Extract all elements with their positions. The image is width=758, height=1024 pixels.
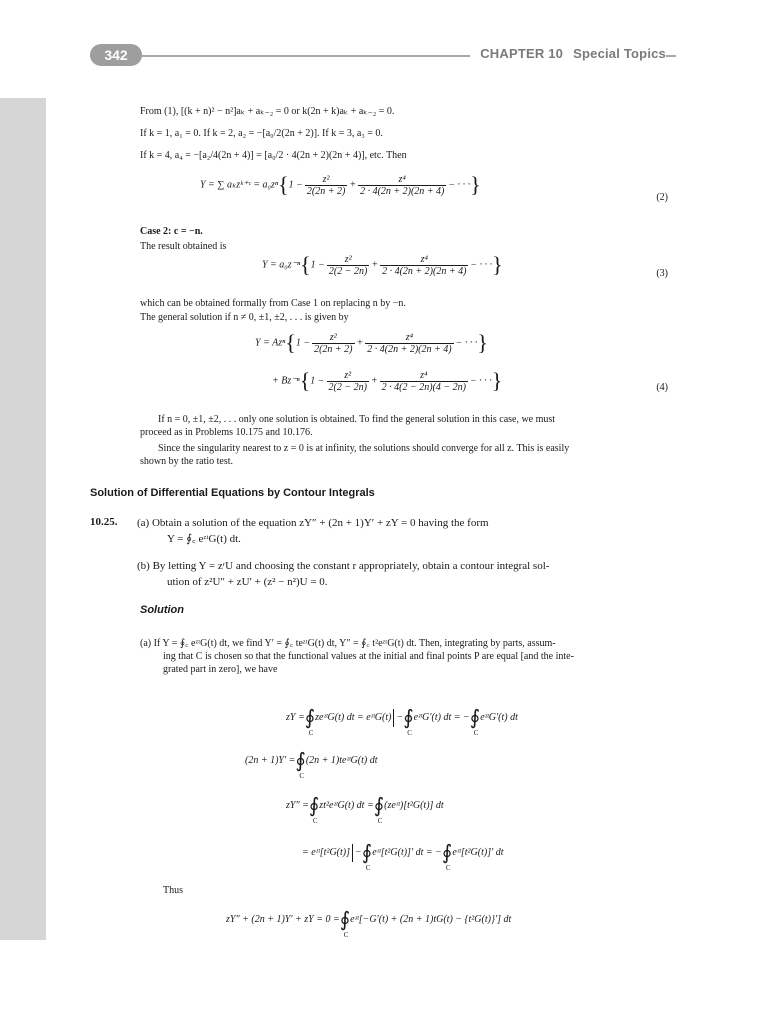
integral-limit: C [377, 817, 383, 825]
eq-lhs: = eᶻᵗ[t²G(t)] [302, 846, 351, 858]
eq-term: 1 − [310, 259, 325, 271]
running-head [470, 46, 666, 61]
eq-term: − [355, 846, 362, 858]
text-line: which can be obtained formally from Case 1 on replacing n by −n. [140, 298, 406, 309]
integral-limit: C [299, 772, 305, 780]
eq-term: + [371, 259, 379, 271]
text-line: If n = 0, ±1, ±2, . . . only one solution is obtained. To find the general solution in this case, we must [158, 414, 556, 425]
frac-den: 2 · 4(2n + 2)(2n + 4) [360, 185, 445, 197]
chapter-label: CHAPTER 10 [480, 46, 564, 61]
brace-close: } [470, 172, 481, 197]
text-line: Since the singularity nearest to z = 0 is at infinity, the solutions should converge for all z. This is easily [158, 443, 570, 454]
frac-den: 2 · 4(2 − 2n)(4 − 2n) [381, 381, 466, 393]
problem-part-b-cont: ution of z²U″ + zU′ + (z² − n²)U = 0. [167, 576, 328, 588]
eq-lhs: Y = a₀z⁻ⁿ [262, 259, 301, 271]
brace-close: } [477, 330, 488, 355]
text-line: If k = 1, a₁ = 0. If k = 2, a₂ = −[a₀/2(2n + 2)]. If k = 3, a₃ = 0. [140, 128, 383, 139]
problem-part-a-cont: Y = ∮꜀ eᶻᵗG(t) dt. [167, 533, 241, 545]
section-title: Solution of Differential Equations by Contour Integrals [90, 487, 375, 499]
frac-den: 2(2n + 2) [306, 185, 346, 197]
contour-integral-sign: ∮ C [295, 750, 306, 780]
frac-num: z² [344, 369, 352, 381]
equation-tag: (2) [656, 192, 668, 203]
eq-lhs: zY = [286, 711, 305, 723]
eq-term: zeᶻᵗG(t) dt = eᶻᵗG(t) [315, 711, 392, 723]
text-line: ing that C is chosen so that the functional values at the initial and final points P are equal [and the inte- [163, 651, 574, 662]
page-number: 342 [90, 44, 142, 66]
brace-close: } [492, 252, 503, 277]
text-line: shown by the ratio test. [140, 456, 234, 467]
eq-term: − [396, 711, 404, 723]
evaluation-bar [393, 709, 394, 727]
integral-limit: C [407, 729, 412, 737]
text-line: grated part in zero], we have [163, 664, 278, 675]
frac-num: z⁴ [398, 173, 406, 185]
frac-den: 2(2 − 2n) [328, 381, 367, 393]
integral-limit: C [473, 729, 479, 737]
equation-4b [272, 368, 502, 394]
eq-term: + [370, 375, 378, 387]
frac-num: z⁴ [420, 369, 428, 381]
brace-open: { [299, 368, 311, 393]
integral-limit: C [308, 729, 314, 737]
eq-term: eᶻᵗG′(t) dt = − [413, 711, 470, 723]
equation-Yprime [245, 748, 378, 780]
integral-limit: C [445, 864, 451, 872]
equation-tag: (3) [656, 268, 668, 279]
eq-term: − · · · [455, 337, 478, 349]
eq-lhs: Y = Azⁿ [255, 337, 286, 349]
contour-integral-sign: ∮ C [403, 707, 414, 737]
contour-integral-sign: ∮ C [469, 707, 481, 737]
chapter-title: Special Topics [573, 46, 666, 61]
frac-num: z⁴ [420, 253, 428, 265]
frac-num: z² [344, 253, 352, 265]
eq-lhs: zY″ + (2n + 1)Y′ + zY = 0 = [226, 913, 340, 925]
eq-term: + [349, 179, 357, 191]
text-line: proceed as in Problems 10.175 and 10.176. [140, 427, 313, 438]
equation-tag: (4) [656, 382, 668, 393]
eq-term: − · · · [448, 179, 471, 191]
eq-term: eᶻᵗ[−G′(t) + (2n + 1)tG(t) − {t²G(t)}′] dt [350, 913, 512, 925]
solution-heading: Solution [140, 604, 184, 616]
frac-den: 2(2 − 2n) [328, 265, 368, 277]
text-line: The general solution if n ≠ 0, ±1, ±2, . . . is given by [140, 312, 349, 323]
equation-zYdoubleprime [286, 793, 444, 825]
brace-open: { [278, 172, 289, 197]
eq-term: 1 − [295, 337, 311, 349]
equation-3 [262, 252, 503, 278]
eq-term: eᶻᵗ[t²G(t)]′ dt = − [372, 846, 442, 858]
case-heading: Case 2: c = −n. [140, 226, 203, 237]
text-line: (a) If Y = ∮꜀ eᶻᵗG(t) dt, we find Y′ = ∮꜀ teᶻᵗG(t) dt, Y″ = ∮꜀ t²eᶻᵗG(t) dt. Then, integrating by parts, assum- [140, 638, 556, 649]
integral-limit: C [312, 817, 318, 825]
frac-den: 2 · 4(2n + 2)(2n + 4) [382, 265, 467, 277]
eq-lhs: (2n + 1)Y′ = [245, 754, 296, 766]
brace-open: { [300, 252, 311, 277]
problem-part-a: (a) Obtain a solution of the equation zY″ + (2n + 1)Y′ + zY = 0 having the form [137, 517, 489, 529]
text-line: Thus [163, 885, 183, 896]
equation-4a [255, 330, 488, 356]
text-line: If k = 4, a₄ = −[a₂/4(2n + 4)] = [a₀/2 · 4(2n + 2)(2n + 4)], etc. Then [140, 150, 407, 161]
eq-term: − · · · [470, 375, 492, 387]
eq-term: + [356, 337, 364, 349]
brace-close: } [491, 368, 503, 393]
problem-part-b: (b) By letting Y = zʳU and choosing the constant r appropriately, obtain a contour integral sol- [137, 560, 550, 572]
equation-zYdoubleprime-cont [302, 840, 504, 872]
problem-number: 10.25. [90, 516, 118, 528]
eq-lhs: zY″ = [286, 799, 309, 811]
frac-num: z² [329, 331, 337, 343]
eq-term: (zeᶻᵗ)[t²G(t)] dt [384, 799, 444, 811]
integral-limit: C [365, 864, 371, 872]
frac-den: 2 · 4(2n + 2)(2n + 4) [367, 343, 452, 355]
contour-integral-sign: ∮ C [373, 795, 385, 825]
eq-term: (2n + 1)teᶻᵗG(t) dt [305, 754, 378, 766]
eq-term: eᶻᵗG′(t) dt [480, 711, 518, 723]
eq-term: 1 − [288, 179, 303, 191]
frac-den: 2(2n + 2) [314, 343, 353, 355]
contour-integral-sign: ∮ C [339, 909, 351, 939]
eq-lhs: Y = ∑ aₖzᵏ⁺ᶜ = a₀zⁿ [200, 179, 279, 191]
eq-term: − · · · [470, 259, 493, 271]
contour-integral-sign: ∮ C [361, 842, 373, 872]
frac-num: z² [322, 173, 330, 185]
eq-term: 1 − [310, 375, 325, 387]
brace-open: { [285, 330, 296, 355]
frac-num: z⁴ [405, 331, 414, 343]
eq-lhs: + Bz⁻ⁿ [272, 375, 300, 387]
contour-integral-sign: ∮ C [304, 707, 316, 737]
text-line: The result obtained is [140, 241, 227, 252]
evaluation-bar [352, 844, 353, 862]
contour-integral-sign: ∮ C [308, 795, 320, 825]
text-line: From (1), [(k + n)² − n²]aₖ + aₖ₋₂ = 0 or k(2n + k)aₖ + aₖ₋₂ = 0. [140, 106, 395, 117]
equation-final [226, 907, 512, 939]
contour-integral-sign: ∮ C [441, 842, 453, 872]
eq-term: zt²eᶻᵗG(t) dt = [319, 799, 374, 811]
equation-2 [200, 172, 481, 198]
equation-zY [286, 705, 518, 737]
left-margin-bar [0, 98, 46, 940]
integral-limit: C [343, 931, 349, 939]
eq-term: eᶻᵗ[t²G(t)]′ dt [452, 846, 504, 858]
